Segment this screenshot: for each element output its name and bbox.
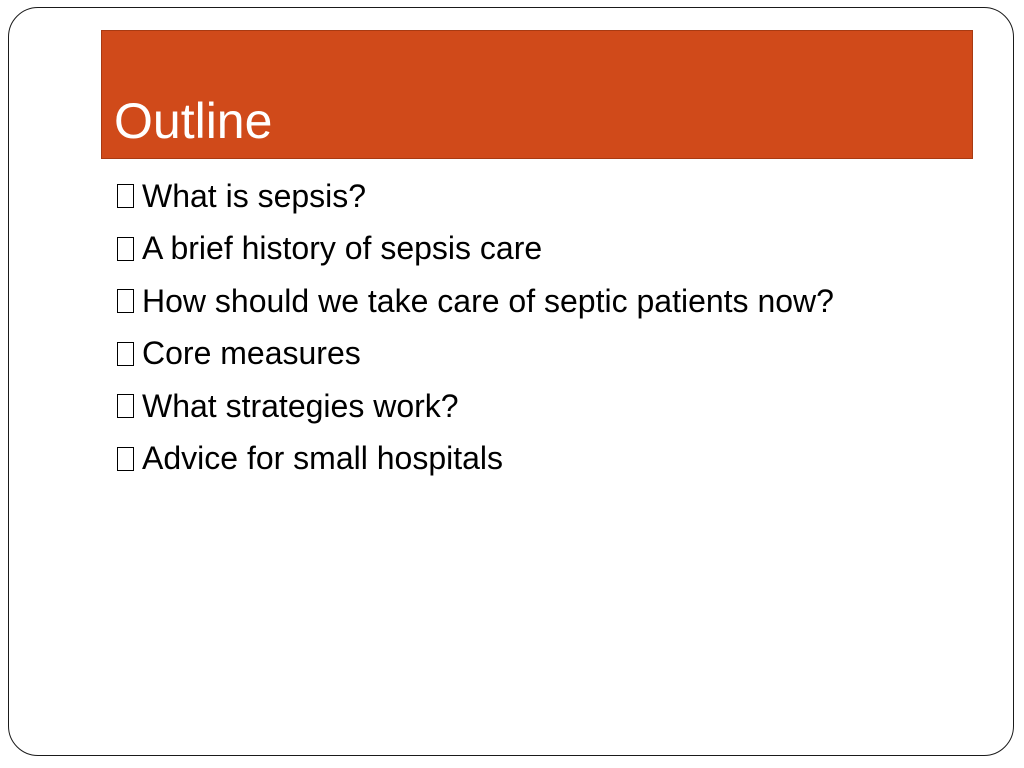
bullet-item xyxy=(117,380,834,433)
bullet-box-icon xyxy=(117,237,134,261)
bullet-text: Core measures xyxy=(142,335,361,372)
title-bar xyxy=(101,30,973,159)
bullet-item xyxy=(117,170,834,223)
bullet-text: Advice for small hospitals xyxy=(142,440,504,477)
bullet-box-icon xyxy=(117,394,134,418)
bullet-box-icon xyxy=(117,289,134,313)
bullet-list xyxy=(117,170,834,485)
bullet-item xyxy=(117,433,834,486)
bullet-box-icon xyxy=(117,447,134,471)
bullet-text: What is sepsis? xyxy=(142,177,367,214)
bullet-text: How should we take care of septic patients now? xyxy=(142,282,834,319)
bullet-item xyxy=(117,328,834,381)
bullet-box-icon xyxy=(117,184,134,208)
bullet-item xyxy=(117,275,834,328)
bullet-text: A brief history of sepsis care xyxy=(142,230,543,267)
bullet-text: What strategies work? xyxy=(142,387,459,424)
slide-title: Outline xyxy=(114,93,273,149)
bullet-box-icon xyxy=(117,342,134,366)
bullet-item xyxy=(117,223,834,276)
